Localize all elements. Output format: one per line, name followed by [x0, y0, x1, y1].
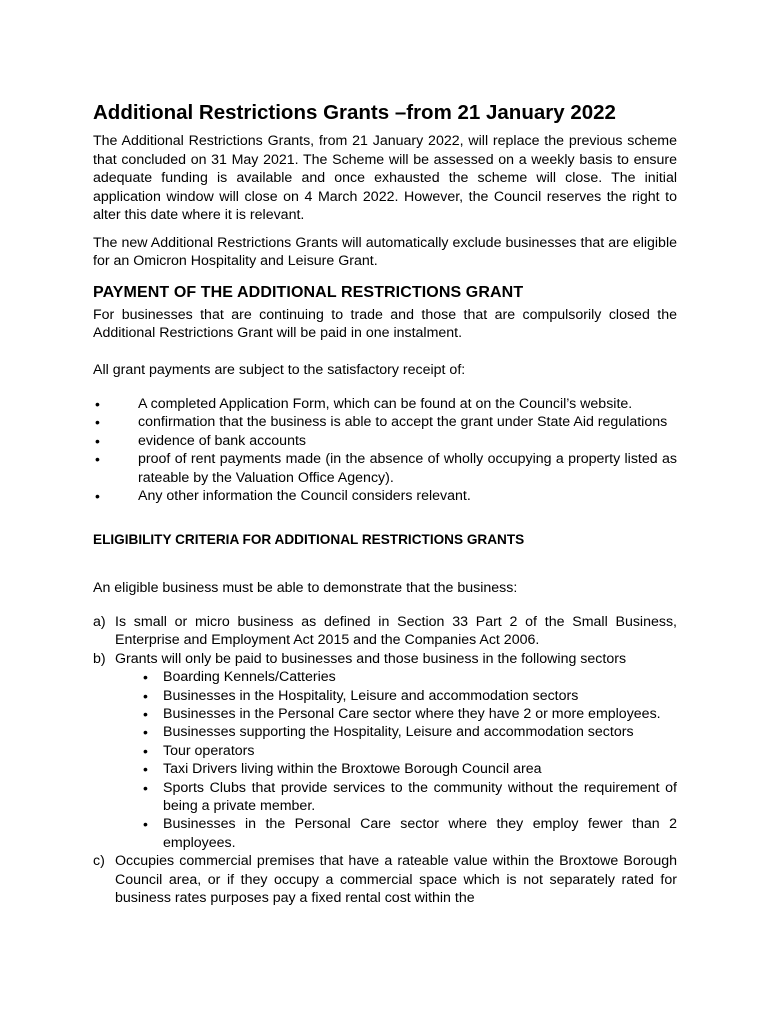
list-item: • Businesses supporting the Hospitality, Leisure and accommodation sectors: [163, 723, 677, 741]
criterion-text: Occupies commercial premises that have a rateable value within the Broxtowe Borough Council area, or if they occupy a commercial space which is not separately rated for business rates purposes pay a fixed rental cost within the: [115, 853, 677, 907]
criterion-text: Grants will only be paid to businesses and those business in the following sectors: [115, 650, 627, 667]
list-item: • Businesses in the Personal Care sector where they have 2 or more employees.: [163, 705, 677, 723]
payment-requirements-list: [93, 395, 677, 505]
criterion-b: [93, 650, 677, 852]
sectors-list: [115, 668, 677, 852]
page-title: Additional Restrictions Grants –from 21 January 2022: [93, 101, 616, 124]
list-item: • evidence of bank accounts: [93, 432, 677, 450]
list-item: • Taxi Drivers living within the Broxtowe Borough Council area: [163, 760, 677, 778]
list-item: • Businesses in the Hospitality, Leisure and accommodation sectors: [163, 687, 677, 705]
exclusion-paragraph: The new Additional Restrictions Grants will automatically exclude businesses that are eligible for an Omicron Hospitality and Leisure Grant.: [93, 234, 677, 269]
eligibility-section-title: ELIGIBILITY CRITERIA FOR ADDITIONAL RESTRICTIONS GRANTS: [93, 532, 525, 548]
document-body: [93, 100, 677, 907]
list-item: • Any other information the Council considers relevant.: [93, 487, 677, 505]
payment-paragraph: For businesses that are continuing to trade and those that are compulsorily closed the Additional Restrictions Grant will be paid in one instalment.: [93, 306, 677, 341]
list-item: • confirmation that the business is able to accept the grant under State Aid regulations: [93, 413, 677, 431]
eligibility-intro: An eligible business must be able to demonstrate that the business:: [93, 580, 518, 597]
list-item: • Tour operators: [163, 742, 677, 760]
payment-section-title: PAYMENT OF THE ADDITIONAL RESTRICTIONS GRANT: [93, 283, 524, 301]
list-marker: b): [93, 650, 106, 667]
list-marker: a): [93, 613, 106, 630]
list-item: • Boarding Kennels/Catteries: [163, 668, 677, 686]
list-item: • A completed Application Form, which can be found at on the Council’s website.: [93, 395, 677, 413]
eligibility-criteria-list: [93, 613, 677, 908]
intro-paragraph: The Additional Restrictions Grants, from 21 January 2022, will replace the previous scheme that concluded on 31 May 2021. The Scheme will be assessed on a weekly basis to ensure adequate funding is available and once exhausted the scheme will close. The initial application window will close on 4 March 2022. However, the Council reserves the right to alter this date where it is relevant.: [93, 133, 677, 223]
list-item: • Sports Clubs that provide services to the community without the requirement of being a private member.: [163, 779, 677, 816]
criterion-a: [93, 613, 677, 650]
list-item: • Businesses in the Personal Care sector where they employ fewer than 2 employees.: [163, 815, 677, 852]
payment-conditions-intro: All grant payments are subject to the satisfactory receipt of:: [93, 361, 466, 378]
list-marker: c): [93, 853, 105, 870]
criterion-text: Is small or micro business as defined in Section 33 Part 2 of the Small Business, Enterprise and Employment Act 2015 and the Companies Act 2006.: [115, 613, 677, 649]
list-item: • proof of rent payments made (in the absence of wholly occupying a property listed as rateable by the Valuation Office Agency).: [93, 450, 677, 487]
criterion-c: [93, 852, 677, 907]
